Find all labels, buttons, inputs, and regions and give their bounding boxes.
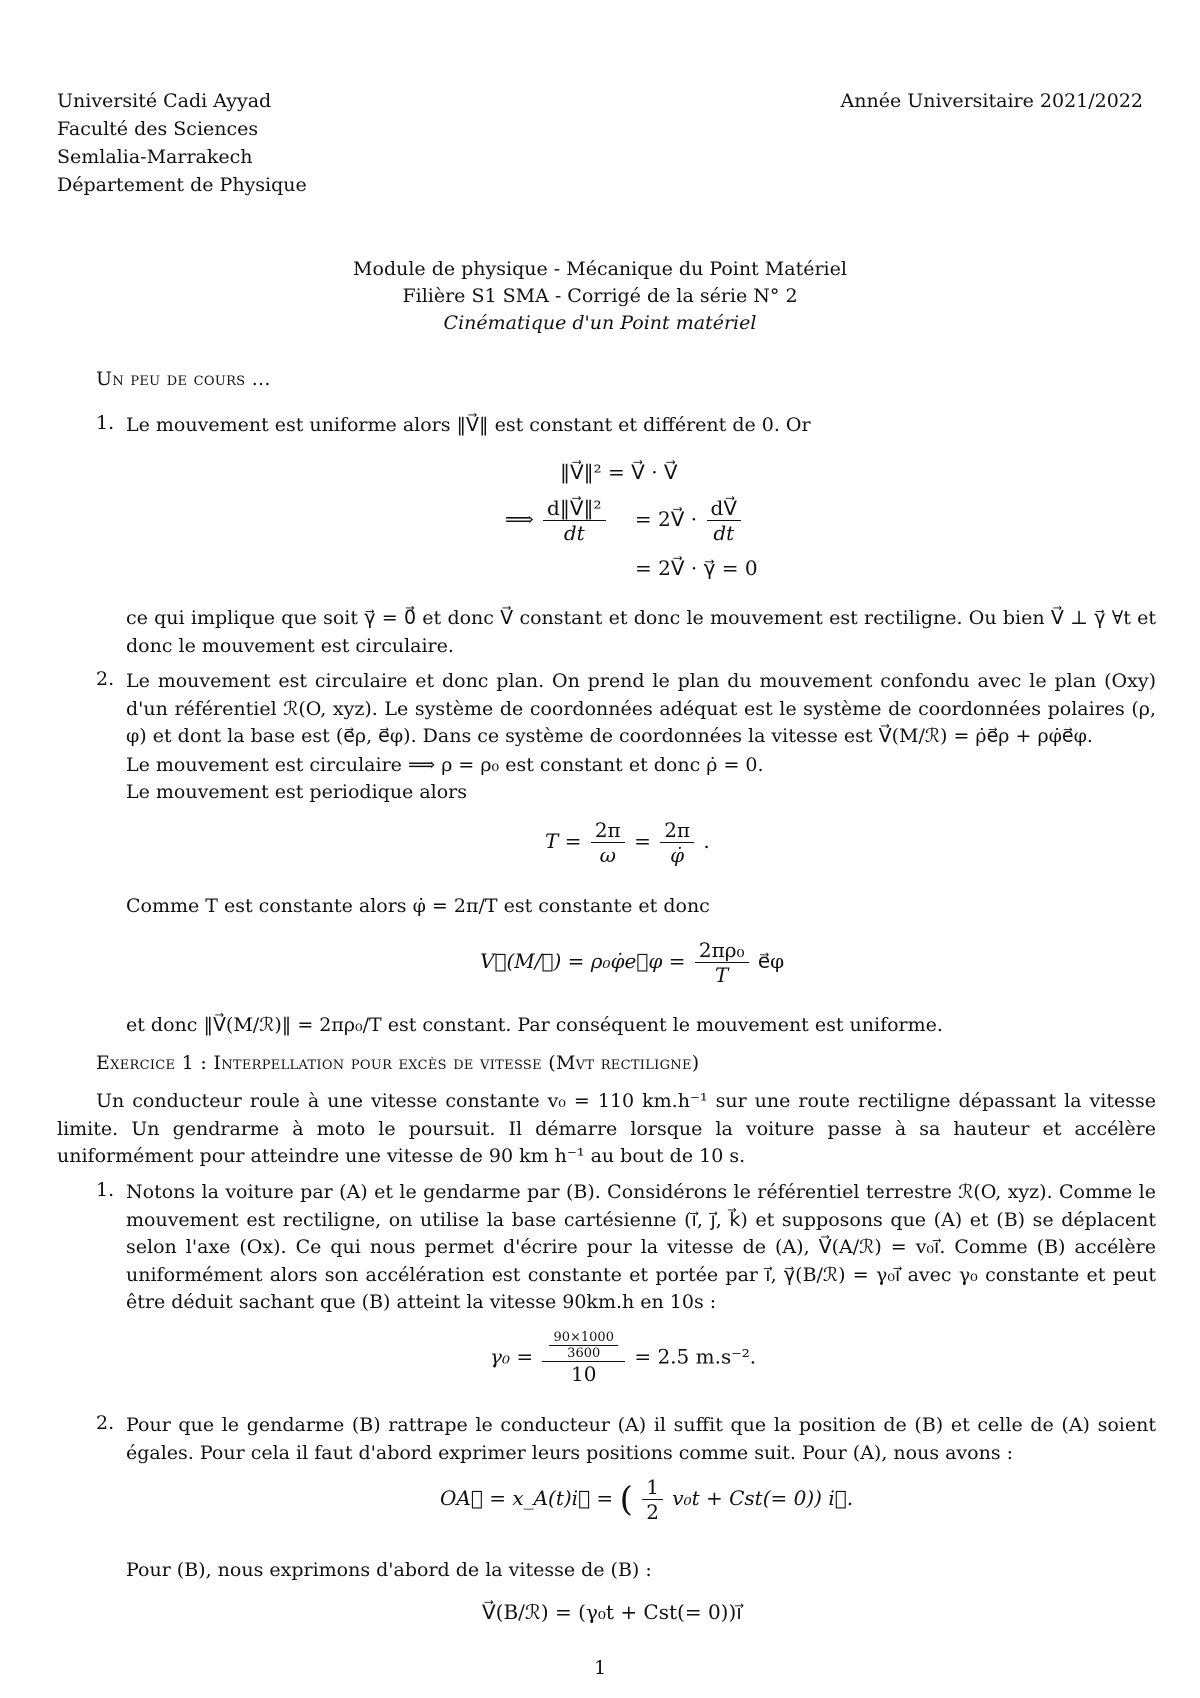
equation-1-line-3: = 2V⃗ · γ⃗ = 0 <box>635 556 758 580</box>
fraction-dv-dt <box>707 496 741 545</box>
cours-item-1-conclusion: ce qui implique que soit γ⃗ = 0⃗ et donc V⃗ constant et donc le mouvement est rectiligne. Ou bien V⃗ ⊥ γ⃗ ∀t et donc le mouvement est circulaire. <box>126 607 1156 657</box>
inner-denominator: 3600 <box>567 1346 601 1361</box>
equation-velocity <box>480 938 784 987</box>
fraction-numerator: 2πρ₀ <box>695 938 749 963</box>
gamma-rhs: = 2.5 m.s⁻². <box>634 1344 757 1369</box>
cours-item-1-number: 1. <box>96 412 115 434</box>
inner-fraction <box>549 1330 618 1361</box>
academic-year: Année Universitaire 2021/2022 <box>840 90 1143 112</box>
cours-item-2-number: 2. <box>96 668 115 690</box>
cours-heading: Un peu de cours ... <box>96 368 271 390</box>
fraction-denominator: ω <box>599 843 616 867</box>
open-paren: ( <box>619 1479 633 1520</box>
cours-item-1-text: Le mouvement est uniforme alors ‖V⃗‖ est constant et différent de 0. Or <box>126 414 811 436</box>
fraction-2pi-omega <box>591 818 625 867</box>
fraction-numerator: 2π <box>591 818 625 843</box>
equation-velocity-b: V⃗(B/ℛ) = (γ₀t + Cst(= 0))i⃗ <box>482 1600 742 1624</box>
exercice-item-1-text: Notons la voiture par (A) et le gendarme par (B). Considérons le référentiel terrestre ℛ(O, xyz). Comme le mouvement est rectiligne, on utilise la base cartésienne (i⃗, j⃗, k⃗) et supposons que (A) et (B) se déplacent selon l'axe (Ox). Ce qui nous permet d'écrire pour la vitesse de (A), V⃗(A/ℛ) = v₀i⃗. Comme (B) accélère uniformément alors son accélération est constante et portée par i⃗, γ⃗(B/ℛ) = γ₀i⃗ avec γ₀ constante et peut être déduit sachant que (B) atteint la vitesse 90km.h en 10s : <box>126 1181 1156 1313</box>
title-line-3: Cinématique d'un Point matériel <box>443 312 757 334</box>
cours-item-2-line-4: Comme T est constante alors φ̇ = 2π/T est constante et donc <box>126 895 710 917</box>
exercice-item-2-number: 2. <box>96 1412 115 1434</box>
fraction-2pi-phidot <box>660 818 694 867</box>
department-name: Département de Physique <box>57 174 307 196</box>
fraction-numerator: 1 <box>642 1475 663 1500</box>
position-a-rhs: v₀t + Cst(= 0)) i⃗. <box>672 1486 854 1510</box>
velocity-end: e⃗φ <box>757 949 785 973</box>
fraction-gamma <box>542 1330 625 1386</box>
period-lhs: T = <box>545 829 582 853</box>
equals-sign: = <box>634 829 651 853</box>
position-a-lhs: OA⃗ = x_A(t)i⃗ = <box>440 1486 614 1510</box>
exercice-item-2-line-2: Pour (B), nous exprimons d'abord de la vitesse de (B) : <box>126 1559 652 1581</box>
equation-1-rhs: = 2V⃗ · <box>634 507 698 531</box>
fraction-d-norm-v <box>543 496 606 545</box>
title-line-1: Module de physique - Mécanique du Point Matériel <box>353 258 847 280</box>
inner-numerator: 90×1000 <box>549 1330 618 1346</box>
exercice-intro: Un conducteur roule à une vitesse constante v₀ = 110 km.h⁻¹ sur une route rectiligne dépassant la vitesse limite. Un gendrarme à moto le poursuit. Il démarre lorsque la voiture passe à sa hauteur et accélère uniformément pour atteindre une vitesse de 90 km h⁻¹ au bout de 10 s. <box>57 1090 1156 1167</box>
velocity-lhs: V⃗(M/ℛ) = ρ₀φ̇e⃗φ = <box>480 949 686 973</box>
fraction-numerator <box>542 1330 625 1362</box>
fraction-numerator: 2π <box>660 818 694 843</box>
cours-item-2-line-5: et donc ‖V⃗(M/ℛ)‖ = 2πρ₀/T est constant. Par conséquent le mouvement est uniforme. <box>126 1014 943 1036</box>
university-name: Université Cadi Ayyad <box>57 90 272 112</box>
fraction-denominator: dt <box>563 521 585 545</box>
exercice-item-2-text: Pour que le gendarme (B) rattrape le conducteur (A) il suffit que la position de (B) et celle de (A) soient égales. Pour cela il faut d'abord exprimer leurs positions comme suit. Pour (A), nous avons : <box>126 1414 1156 1464</box>
fraction-denominator: T <box>715 963 729 987</box>
exercice-heading: Exercice 1 : Interpellation pour excès de vitesse (Mvt rectiligne) <box>96 1052 700 1074</box>
implies-arrow: ⟹ <box>505 507 534 531</box>
fraction-denominator: 10 <box>570 1362 597 1386</box>
period-end: . <box>703 829 710 853</box>
cours-item-2-text: Le mouvement est circulaire et donc plan. On prend le plan du mouvement confondu avec le plan (Oxy) d'un référentiel ℛ(O, xyz). Le système de coordonnées adéquat est le système de coordonnées polaires (ρ, φ) et dont la base est (e⃗ρ, e⃗φ). Dans ce système de coordonnées la vitesse est V⃗(M/ℛ) = ρ̇e⃗ρ + ρφ̇e⃗φ. <box>126 670 1156 747</box>
equation-period <box>545 818 710 867</box>
fraction-2pi-rho-T <box>695 938 749 987</box>
gamma-lhs: γ₀ = <box>490 1344 534 1369</box>
city-name: Semlalia-Marrakech <box>57 146 253 168</box>
cours-item-2-line-2: Le mouvement est circulaire ⟹ ρ = ρ₀ est constant et donc ρ̇ = 0. <box>126 754 764 776</box>
faculty-name: Faculté des Sciences <box>57 118 259 140</box>
cours-item-2-line-3: Le mouvement est periodique alors <box>126 781 468 803</box>
equation-1-line-1: ‖V⃗‖² = V⃗ · V⃗ <box>560 460 678 484</box>
fraction-numerator: dV⃗ <box>707 496 741 521</box>
equation-1-line-2 <box>505 496 744 545</box>
fraction-one-half <box>642 1475 663 1524</box>
equation-gamma <box>490 1330 756 1386</box>
equation-position-a <box>440 1475 853 1524</box>
fraction-denominator: dt <box>713 521 735 545</box>
document-title <box>0 256 1200 337</box>
fraction-denominator: 2 <box>646 1500 659 1524</box>
exercice-item-1-number: 1. <box>96 1179 115 1201</box>
institution-block <box>57 88 307 200</box>
fraction-numerator: d‖V⃗‖² <box>543 496 606 521</box>
page-number: 1 <box>593 1657 607 1679</box>
fraction-denominator: φ̇ <box>670 843 685 867</box>
title-line-2: Filière S1 SMA - Corrigé de la série N° 2 <box>402 285 798 307</box>
